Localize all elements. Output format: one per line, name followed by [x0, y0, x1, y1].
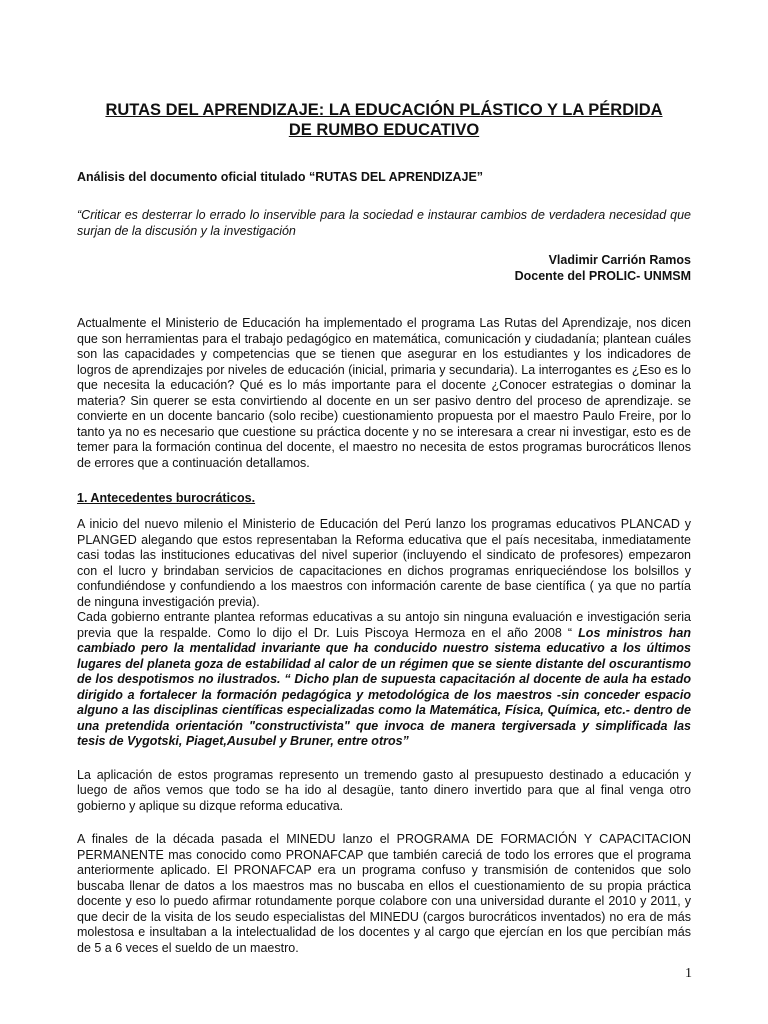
- author-role: Docente del PROLIC- UNMSM: [514, 268, 691, 283]
- piscoya-quote: Los ministros han cambiado pero la mentalidad invariante que ha conducido nuestro sistema educativo a los últimos lugares del planeta goza de estabilidad al calor de un régimen que se siente distante del oscurantismo de los despotismos no ilustrados. “ Dicho plan de supuesta capacitación al docente de aula ha estado dirigido a fortalecer la formación pedagógica y metodológica de los maestros -sin conceder espacio alguno a las disciplinas científicas especializadas como la Matemática, Física, Química, etc.- dentro de una pretendida orientación "constructivista" que invoca de manera tergiversada y simplificada las tesis de Vygotski, Piaget,Ausubel y Bruner, entre otros”: [77, 625, 691, 748]
- section-1-paragraph-3: La aplicación de estos programas represento un tremendo gasto al presupuesto destinado a educación y luego de años vemos que todo se ha ido al desagüe, tanto dinero invertido para que al final venga otro gobierno y aplique su dizque reforma educativa.: [77, 767, 691, 813]
- author-block: [77, 253, 691, 284]
- title-line-2: DE RUMBO EDUCATIVO: [288, 121, 480, 139]
- intro-paragraph: Actualmente el Ministerio de Educación ha implementado el programa Las Rutas del Aprendizaje, nos dicen que son herramientas para el trabajo pedagógico en matemática, comunicación y ciudadanía; plantean cuáles son las capacidades y competencias que se tienen que asegurar en los estudiantes y los indicadores de logros de aprendizajes por niveles de educación (inicial, primaria y secundaria). La interrogantes es ¿Eso es lo que necesita la educación? Qué es lo más importante para el docente ¿Conocer estrategias o dominar la materia? Sin querer se esta convirtiendo al docente en un ser pasivo dentro del proceso de aprendizaje. se convierte en un docente bancario (solo recibe) cuestionamiento propuesta por el maestro Paulo Freire, por lo tanto ya no es necesario que cuestione su práctica docente y no se interesara a crear ni investigar, esto es de temer para la formación continua del docente, el maestro no necesita de estos programas burocráticos llenos de errores que a continuación detallamos.: [77, 316, 691, 470]
- document-subtitle: Análisis del documento oficial titulado “RUTAS DEL APRENDIZAJE”: [77, 170, 484, 184]
- section-1-paragraph-1: A inicio del nuevo milenio el Ministerio de Educación del Perú lanzo los programas educativos PLANCAD y PLANGED alegando que estos representaban la Reforma educativa que el país necesitaba, inmediatamente casi todas las instituciones educativas del nivel superior (incluyendo el sindicato de profesores) empezaron con el lucro y brindaban servicios de capacitaciones en dichos programas enriqueciéndose los bolsillos y confundiéndose y confundiendo a los maestros con información carente de base científica ( ya que no partía de ninguna investigación previa).: [77, 517, 691, 609]
- page-number: 1: [685, 966, 692, 981]
- document-title: [77, 100, 691, 140]
- section-1-paragraph-2: [77, 610, 691, 750]
- paragraph-gap: [77, 814, 691, 832]
- paragraph-gap: [77, 750, 691, 768]
- paragraph-2-lead: Cada gobierno entrante plantea reformas educativas a su antojo sin ninguna evaluación e investigación seria previa que la respalde. Como lo dijo el Dr. Luis Piscoya Hermoza en el año 2008 “: [77, 610, 691, 640]
- section-1-paragraph-4: A finales de la década pasada el MINEDU lanzo el PROGRAMA DE FORMACIÓN Y CAPACITACION PERMANENTE mas conocido como PRONAFCAP que también careciá de todo los errores que el programa anteriormente aplicado. El PRONAFCAP era un programa confuso y transmisión de contenidos que solo buscaba llenar de datos a los maestros mas no buscaba en ellos el cuestionamiento de su propia práctica docente y eso lo puedo afirmar rotundamente porque colabore con una universidad durante el 2010 y 2011, y que decir de la visita de los seudo especialistas del MINEDU (cargos burocráticos inventados) no era de más molestosa e insultaban a la intelectualidad de los docentes y al cargo que ejercían en los que percibían más de 5 a 6 veces el sueldo de un maestro.: [77, 832, 691, 955]
- author-name: Vladimir Carrión Ramos: [548, 253, 691, 267]
- epigraph-quote: “Criticar es desterrar lo errado lo inservible para la sociedad e instaurar cambios de verdadera necesidad que surjan de la discusión y la investigación: [77, 208, 691, 238]
- section-1-heading: 1. Antecedentes burocráticos.: [77, 491, 256, 505]
- title-line-1: RUTAS DEL APRENDIZAJE: LA EDUCACIÓN PLÁSTICO Y LA PÉRDIDA: [105, 101, 663, 119]
